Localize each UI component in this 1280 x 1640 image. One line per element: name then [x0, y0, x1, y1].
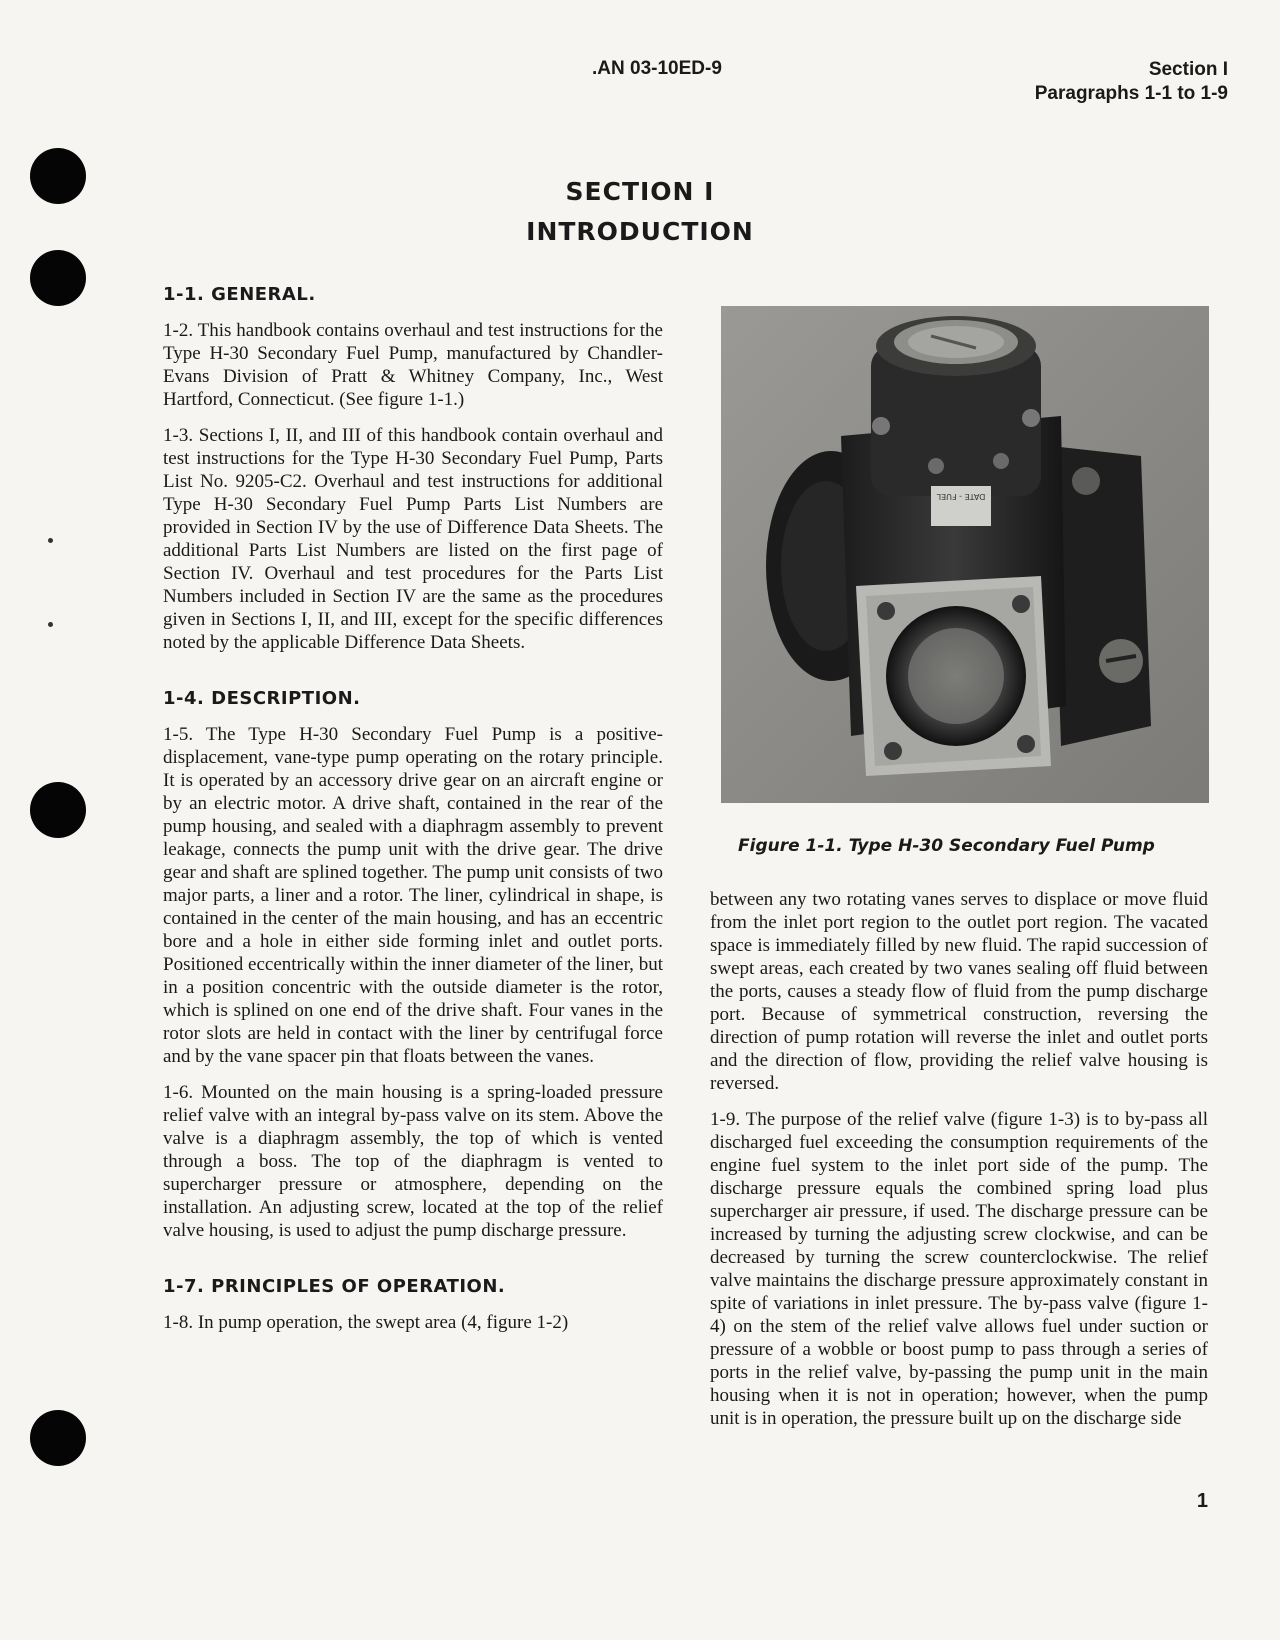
- section-title: [400, 172, 880, 252]
- binder-hole: [30, 250, 86, 306]
- binder-hole: [30, 1410, 86, 1466]
- page-speck: [48, 622, 53, 627]
- binder-hole: [30, 782, 86, 838]
- paragraph-1-3: 1-3. Sections I, II, and III of this handbook contain overhaul and test instructions for the Type H-30 Secondary Fuel Pump, Parts List No. 9205-C2. Overhaul and test instructions for additional Type H-30 Secondary Fuel Pump Parts List Numbers are provided in Section IV by the use of Difference Data Sheets. The additional Parts List Numbers are listed on the first page of Section IV. Overhaul and test procedures for the Parts List Numbers included in Section IV are the same as the procedures given in Sections I, II, and III, except for the specific differences noted by the applicable Difference Data Sheets.: [163, 425, 663, 653]
- document-number: .AN 03-10ED-9: [592, 58, 722, 79]
- paragraph-1-6: 1-6. Mounted on the main housing is a spring-loaded pressure relief valve with an integral by-pass valve on its stem. Above the valve is a diaphragm assembly, the top of which is vented through a boss. The top of the diaphragm is vented to supercharger pressure or atmosphere, depending on the installation. An adjusting screw, located at the top of the relief valve housing, is used to adjust the pump discharge pressure.: [163, 1082, 663, 1241]
- running-header: [1035, 58, 1228, 106]
- section-title-line2: INTRODUCTION: [526, 217, 754, 246]
- figure-photo-fuel-pump: [721, 306, 1209, 803]
- section-label: Section I: [1148, 59, 1228, 80]
- heading-principles: 1-7. PRINCIPLES OF OPERATION.: [163, 1276, 506, 1297]
- paragraph-1-8-start: 1-8. In pump operation, the swept area (4, figure 1-2): [163, 1312, 569, 1333]
- paragraph-1-9: 1-9. The purpose of the relief valve (figure 1-3) is to by-pass all discharged fuel exceeding the consumption requirements of the engine fuel system to the inlet port side of the pump. The discharge pressure equals the combined spring load plus supercharger air pressure, if used. The discharge pressure can be increased by turning the adjusting screw clockwise, and can be decreased by turning the screw counterclockwise. The relief valve maintains the discharge pressure approximately constant in spite of variations in inlet pressure. The by-pass valve (figure 1-4) on the stem of the relief valve allows fuel under suction or pressure of a wobble or boost pump to pass through a series of ports in the relief valve, by-passing the pump unit in the main housing when it is not in operation; however, when the pump unit is in operation, the pressure built up on the discharge side: [710, 1109, 1208, 1429]
- figure-caption: Figure 1-1. Type H-30 Secondary Fuel Pump: [738, 836, 1155, 856]
- left-column: [163, 284, 663, 1347]
- label-plate-text: DATE - FUEL: [936, 492, 986, 501]
- paragraph-1-2: 1-2. This handbook contains overhaul and test instructions for the Type H-30 Secondary Fuel Pump, manufactured by Chandler-Evans Division of Pratt & Whitney Company, Inc., West Hartford, Connecticut. (See figure 1-1.): [163, 320, 663, 410]
- paragraphs-label: Paragraphs 1-1 to 1-9: [1034, 83, 1228, 104]
- section-title-line1: SECTION I: [565, 177, 715, 206]
- fuel-pump-illustration: [721, 306, 1209, 803]
- right-column: [710, 888, 1208, 1443]
- paragraph-1-8-continued: between any two rotating vanes serves to displace or move fluid from the inlet port region to the outlet port region. The vacated space is immediately filled by new fluid. The rapid succession of swept areas, each created by two vanes sealing off fluid between the ports, causes a steady flow of fluid from the pump discharge port. Because of symmetrical construction, reversing the direction of pump rotation will reverse the inlet and outlet ports and the direction of flow, providing the relief valve housing is reversed.: [710, 889, 1208, 1094]
- page-speck: [48, 538, 53, 543]
- page-number: 1: [1196, 1490, 1208, 1512]
- heading-general: 1-1. GENERAL.: [163, 284, 316, 305]
- heading-description: 1-4. DESCRIPTION.: [163, 688, 361, 709]
- binder-hole: [30, 148, 86, 204]
- paragraph-1-5: 1-5. The Type H-30 Secondary Fuel Pump is a positive-displacement, vane-type pump operating on the rotary principle. It is operated by an accessory drive gear on an aircraft engine or by an electric motor. A drive shaft, contained in the rear of the pump housing, and sealed with a diaphragm assembly to prevent leakage, connects the pump unit with the drive gear. The drive gear and shaft are splined together. The pump unit consists of two major parts, a liner and a rotor. The liner, cylindrical in shape, is contained in the center of the main housing, and has an eccentric bore and a hole in either side forming inlet and outlet ports. Positioned eccentrically within the inner diameter of the liner, but in a position concentric with the outside diameter is the rotor, which is splined on one end of the drive shaft. Four vanes in the rotor slots are held in contact with the liner by centrifugal force and by the vane spacer pin that floats between the vanes.: [163, 724, 663, 1067]
